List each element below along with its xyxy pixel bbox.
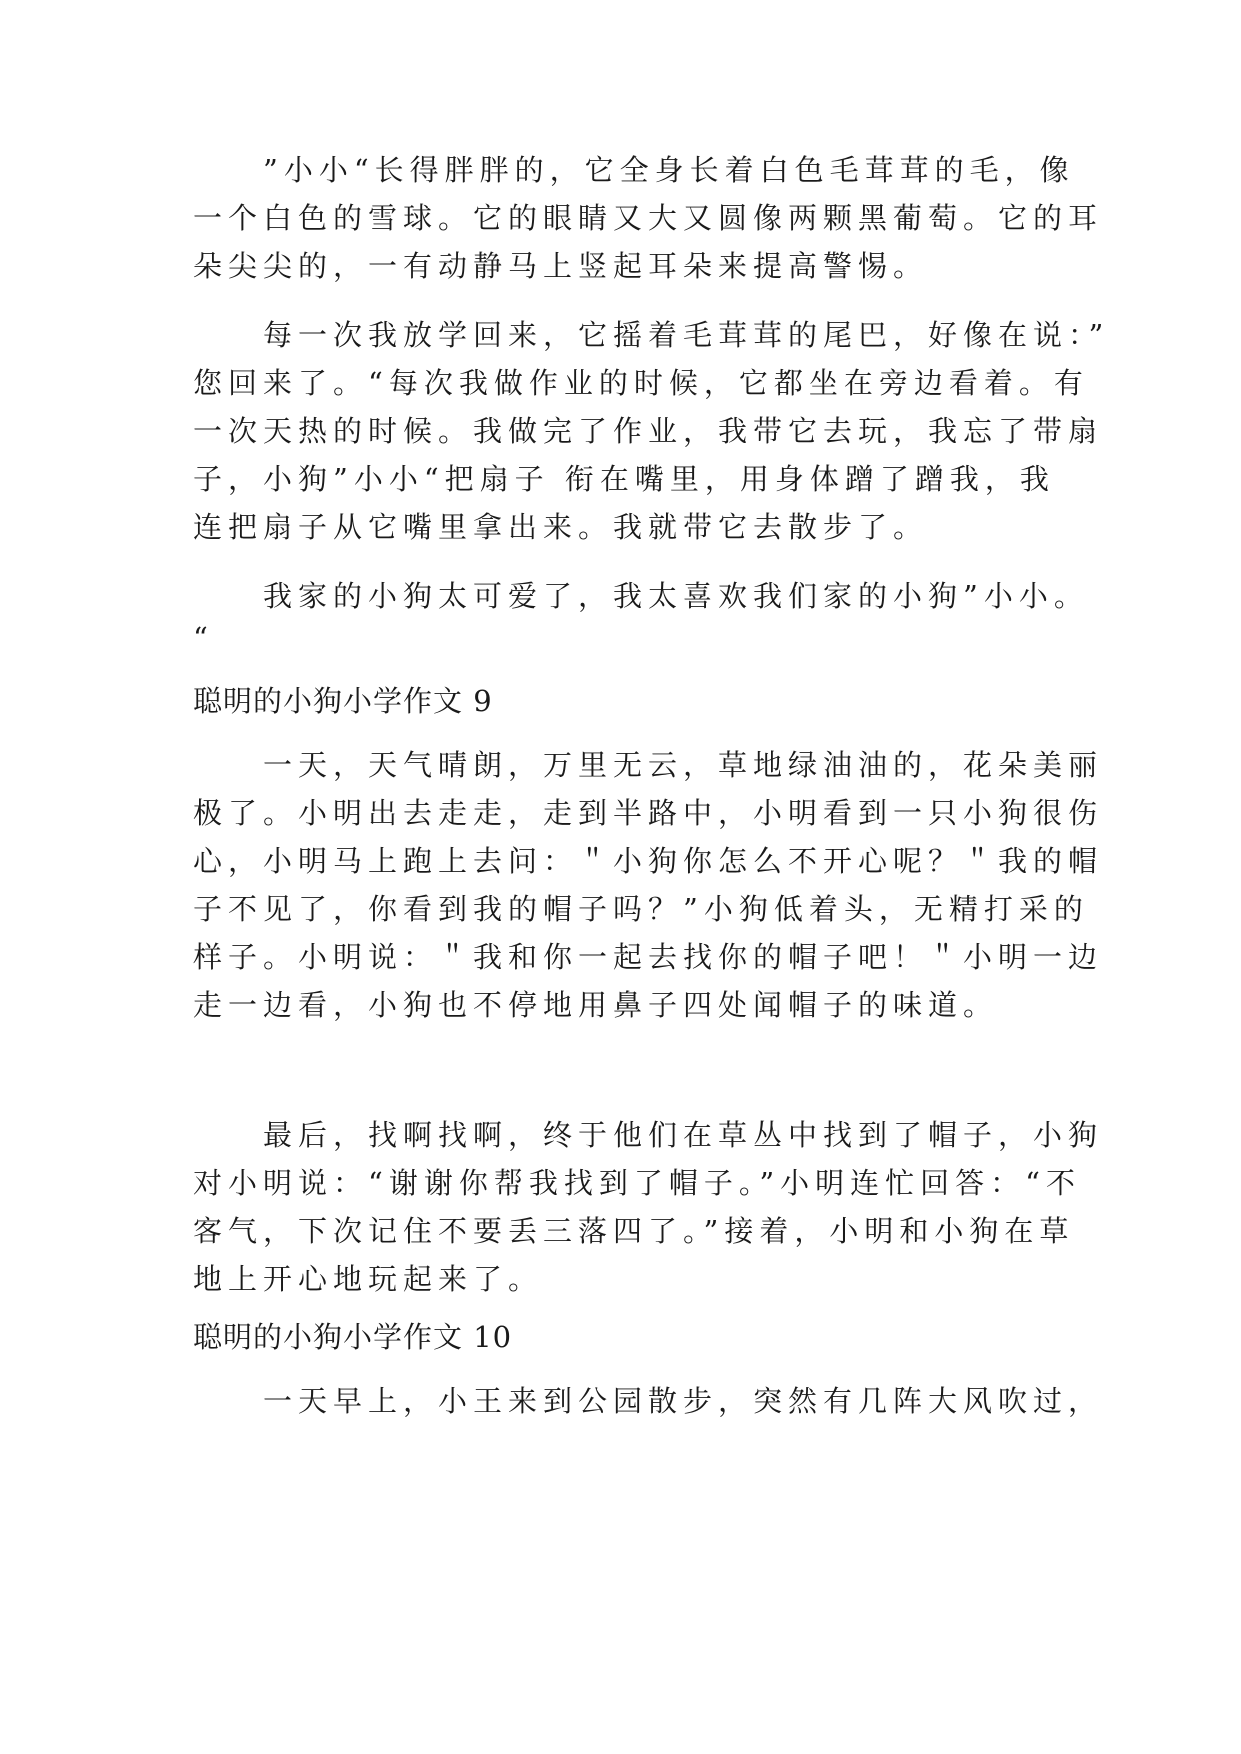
paragraph-line: 一个白色的雪球。它的眼睛又大又圆像两颗黑葡萄。它的耳 (193, 201, 1104, 235)
paragraph-line: 一天，天气晴朗，万里无云，草地绿油油的，花朵美丽 (193, 748, 1104, 782)
paragraph-line: 对小明说：“谢谢你帮我找到了帽子。”小明连忙回答：“不 (193, 1166, 1081, 1200)
paragraph-line: 客气，下次记住不要丢三落四了。”接着，小明和小狗在草 (193, 1214, 1075, 1248)
paragraph-line: 一天早上，小王来到公园散步，突然有几阵大风吹过， (193, 1384, 1104, 1418)
paragraph-line: 地上开心地玩起来了。 (193, 1262, 544, 1296)
paragraph-line: 样子。小明说：＂我和你一起去找你的帽子吧！＂小明一边 (193, 940, 1104, 974)
paragraph-line: 每一次我放学回来，它摇着毛茸茸的尾巴，好像在说：” (193, 318, 1110, 352)
paragraph-line: 连把扇子从它嘴里拿出来。我就带它去散步了。 (193, 510, 929, 544)
paragraph-line: 心，小明马上跑上去问：＂小狗你怎么不开心呢？＂我的帽 (193, 844, 1104, 878)
paragraph-line: 您回来了。“每次我做作业的时候，它都坐在旁边看着。有 (193, 366, 1089, 400)
paragraph-line: 走一边看，小狗也不停地用鼻子四处闻帽子的味道。 (193, 988, 999, 1022)
paragraph-line: 我家的小狗太可爱了，我太喜欢我们家的小狗”小小。 (193, 579, 1089, 613)
paragraph-line: 极了。小明出去走走，走到半路中，小明看到一只小狗很伤 (193, 796, 1104, 830)
paragraph-line: 一次天热的时候。我做完了作业，我带它去玩，我忘了带扇 (193, 414, 1104, 448)
paragraph-line: 子，小狗”小小“把扇子 衔在嘴里，用身体蹭了蹭我，我 (193, 462, 1055, 496)
paragraph-line: “ (193, 621, 214, 655)
paragraph-line: 最后，找啊找啊，终于他们在草丛中找到了帽子，小狗 (193, 1118, 1104, 1152)
paragraph-line: 子不见了，你看到我的帽子吗？”小狗低着头，无精打采的 (193, 892, 1089, 926)
section-heading: 聪明的小狗小学作文 9 (193, 684, 493, 718)
paragraph-line: ”小小“长得胖胖的，它全身长着白色毛茸茸的毛，像 (193, 153, 1075, 187)
section-heading: 聪明的小狗小学作文 10 (193, 1320, 513, 1354)
paragraph-line: 朵尖尖的，一有动静马上竖起耳朵来提高警惕。 (193, 249, 929, 283)
